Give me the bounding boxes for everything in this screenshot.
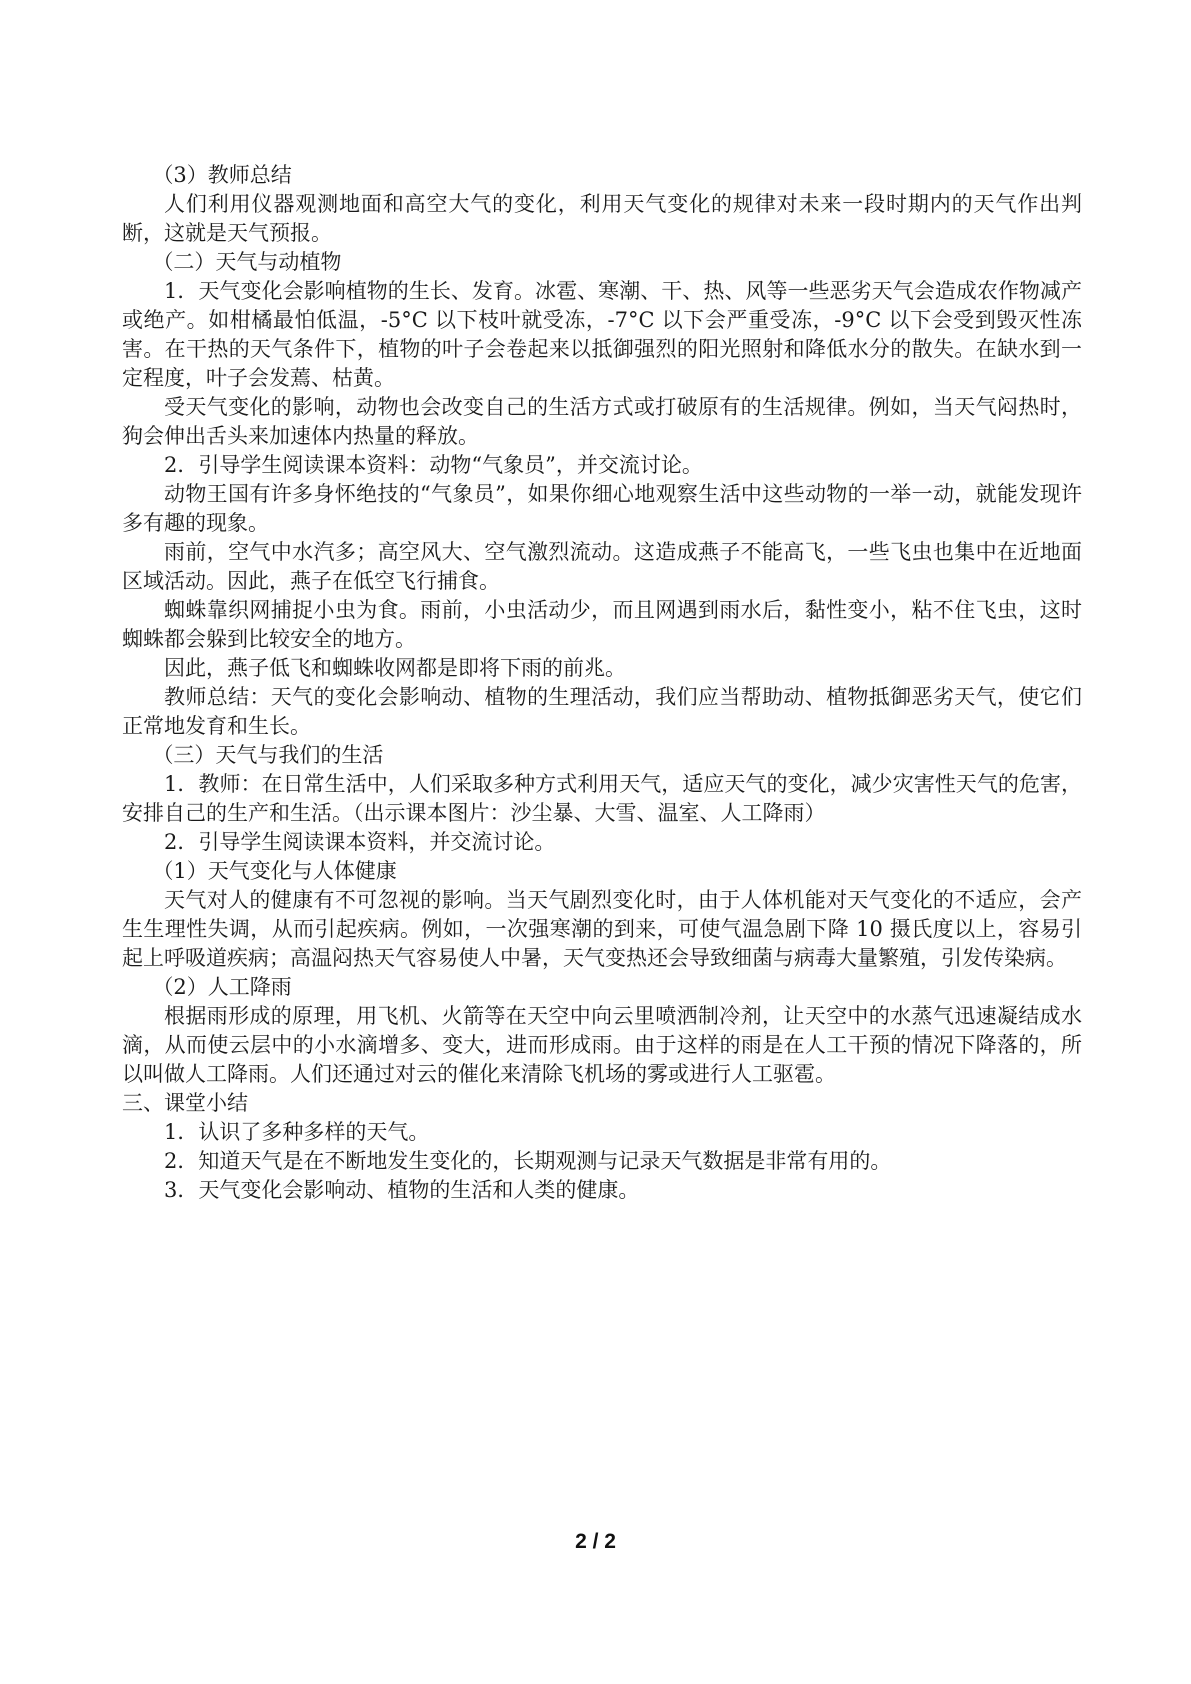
document-body [122,161,1082,1205]
heading-weather-and-organisms: （二）天气与动植物 [152,250,342,274]
list-item: 3．天气变化会影响动、植物的生活和人类的健康。 [164,1178,640,1202]
paragraph: 教师总结：天气的变化会影响动、植物的生理活动，我们应当帮助动、植物抵御恶劣天气，使它们正常地发育和生长。 [122,685,1082,738]
paragraph: 2．引导学生阅读课本资料，并交流讨论。 [164,830,556,854]
paragraph: 动物王国有许多身怀绝技的“气象员”，如果你细心地观察生活中这些动物的一举一动，就能发现许多有趣的现象。 [122,482,1082,535]
paragraph: 1．天气变化会影响植物的生长、发育。冰雹、寒潮、干、热、风等一些恶劣天气会造成农作物减产或绝产。如柑橘最怕低温，-5°C 以下枝叶就受冻，-7°C 以下会严重受冻，-9°C 以下会受到毁灭性冻害。在干热的天气条件下，植物的叶子会卷起来以抵御强烈的阳光照射和降低水分的散失。在缺水到一定程度，叶子会发蔫、枯黄。 [122,279,1082,390]
paragraph: 1．教师：在日常生活中，人们采取多种方式利用天气，适应天气的变化，减少灾害性天气的危害，安排自己的生产和生活。（出示课本图片：沙尘暴、大雪、温室、人工降雨） [122,772,1082,825]
paragraph: 人们利用仪器观测地面和高空大气的变化，利用天气变化的规律对未来一段时期内的天气作出判断，这就是天气预报。 [122,192,1082,245]
page-number: 2 / 2 [575,1530,616,1553]
heading-artificial-rain: （2）人工降雨 [152,975,292,999]
paragraph: 受天气变化的影响，动物也会改变自己的生活方式或打破原有的生活规律。例如，当天气闷热时，狗会伸出舌头来加速体内热量的释放。 [122,395,1082,448]
heading-weather-and-life: （三）天气与我们的生活 [152,743,384,767]
paragraph: 蜘蛛靠织网捕捉小虫为食。雨前，小虫活动少，而且网遇到雨水后，黏性变小，粘不住飞虫，这时蜘蛛都会躲到比较安全的地方。 [122,598,1082,651]
list-item: 2．知道天气是在不断地发生变化的，长期观测与记录天气数据是非常有用的。 [164,1149,892,1173]
heading-teacher-summary: （3）教师总结 [152,163,292,187]
list-item: 1．认识了多种多样的天气。 [164,1120,430,1144]
paragraph: 2．引导学生阅读课本资料：动物“气象员”，并交流讨论。 [164,453,703,477]
paragraph: 因此，燕子低飞和蜘蛛收网都是即将下雨的前兆。 [164,656,626,680]
paragraph: 天气对人的健康有不可忽视的影响。当天气剧烈变化时，由于人体机能对天气变化的不适应，会产生生理性失调，从而引起疾病。例如，一次强寒潮的到来，可使气温急剧下降 10 摄氏度以上，容易引起上呼吸道疾病；高温闷热天气容易使人中暑，天气变热还会导致细菌与病毒大量繁殖，引发传染病。 [122,888,1082,970]
paragraph: 根据雨形成的原理，用飞机、火箭等在天空中向云里喷洒制冷剂，让天空中的水蒸气迅速凝结成水滴，从而使云层中的小水滴增多、变大，进而形成雨。由于这样的雨是在人工干预的情况下降落的，所以叫做人工降雨。人们还通过对云的催化来清除飞机场的雾或进行人工驱雹。 [122,1004,1082,1086]
heading-class-summary: 三、课堂小结 [122,1091,248,1115]
heading-weather-and-health: （1）天气变化与人体健康 [152,859,397,883]
paragraph: 雨前，空气中水汽多；高空风大、空气激烈流动。这造成燕子不能高飞，一些飞虫也集中在近地面区域活动。因此，燕子在低空飞行捕食。 [122,540,1082,593]
